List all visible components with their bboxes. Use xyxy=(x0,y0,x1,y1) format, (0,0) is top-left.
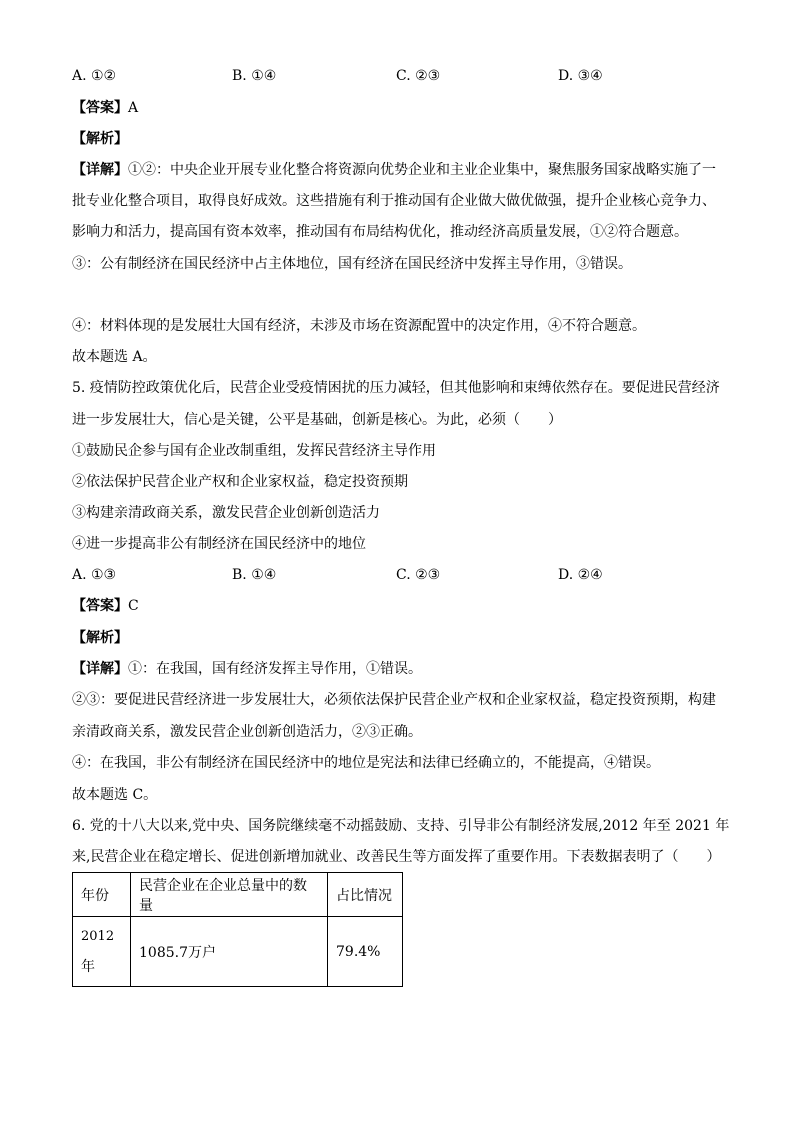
q4-conclusion: 故本题选 A。 xyxy=(72,349,157,365)
answer-value: A xyxy=(128,100,139,116)
table-header-cell: 年份 xyxy=(73,873,131,917)
table-header-row xyxy=(73,873,403,917)
answer-label: 【答案】 xyxy=(72,100,128,116)
q4-detail-line-4: ③：公有制经济在国民经济中占主体地位，国有经济在国民经济中发挥主导作用，③错误。 xyxy=(72,256,632,272)
table-row xyxy=(73,917,403,987)
year-line-1: 2012 xyxy=(81,928,115,944)
table-cell-year xyxy=(73,917,131,987)
q5-item-1: ①鼓励民企参与国有企业改制重组，发挥民营经济主导作用 xyxy=(72,443,436,459)
q4-option-a: A. ①② xyxy=(72,68,117,84)
q5-analysis-label: 【解析】 xyxy=(72,630,128,646)
table-cell-share: 79.4% xyxy=(328,917,403,987)
q4-answer xyxy=(72,98,138,118)
q5-detail-line-4: ④：在我国，非公有制经济在国民经济中的地位是宪法和法律已经确立的，不能提高，④错误。 xyxy=(72,755,660,771)
q4-option-c: C. ②③ xyxy=(396,68,441,84)
q4-detail-line-1 xyxy=(72,160,716,180)
detail-label: 【详解】 xyxy=(72,661,128,677)
q4-option-b: B. ①④ xyxy=(232,68,277,84)
q4-option-d: D. ③④ xyxy=(558,68,603,84)
table-header-cell: 民营企业在企业总量中的数量 xyxy=(131,873,328,917)
answer-label: 【答案】 xyxy=(72,598,128,614)
q5-option-c: C. ②③ xyxy=(396,567,441,583)
table-cell-count: 1085.7万户 xyxy=(131,917,328,987)
q5-item-3: ③构建亲清政商关系，激发民营企业创新创造活力 xyxy=(72,505,380,521)
detail-text: ①②：中央企业开展专业化整合将资源向优势企业和主业企业集中，聚焦服务国家战略实施了一 xyxy=(128,162,716,178)
q5-option-b: B. ①④ xyxy=(232,567,277,583)
q4-analysis-label: 【解析】 xyxy=(72,131,128,147)
q5-option-d: D. ②④ xyxy=(558,567,603,583)
q5-detail-line-3: 亲清政商关系，激发民营企业创新创造活力，②③正确。 xyxy=(72,724,422,740)
q4-detail-line-3: 影响力和活力，提高国有资本效率，推动国有布局结构优化，推动经济高质量发展，①②符合题意。 xyxy=(72,224,688,240)
year-line-2: 年 xyxy=(81,958,95,975)
q5-conclusion: 故本题选 C。 xyxy=(72,787,158,803)
answer-value: C xyxy=(128,598,139,614)
q4-options xyxy=(72,66,724,86)
detail-text: ①：在我国，国有经济发挥主导作用，①错误。 xyxy=(128,661,422,677)
q5-detail-line-1 xyxy=(72,659,422,679)
q5-item-4: ④进一步提高非公有制经济在国民经济中的地位 xyxy=(72,536,366,552)
table-header-cell: 占比情况 xyxy=(328,873,403,917)
q6-stem-line-1: 6. 党的十八大以来,党中央、国务院继续毫不动摇鼓励、支持、引导非公有制经济发展,2012 年至 2021 年 xyxy=(72,818,730,834)
q5-option-a: A. ①③ xyxy=(72,567,117,583)
q6-stem-line-2: 来,民营企业在稳定增长、促进创新增加就业、改善民生等方面发挥了重要作用。下表数据表明了（ ） xyxy=(72,849,721,865)
q5-detail-line-2: ②③：要促进民营经济进一步发展壮大，必须依法保护民营企业产权和企业家权益，稳定投资预期，构建 xyxy=(72,692,716,708)
q5-answer xyxy=(72,596,139,616)
q5-item-2: ②依法保护民营企业产权和企业家权益，稳定投资预期 xyxy=(72,474,408,490)
q4-detail-line-5: ④：材料体现的是发展壮大国有经济，未涉及市场在资源配置中的决定作用，④不符合题意。 xyxy=(72,318,646,334)
q5-options xyxy=(72,565,724,585)
q4-detail-line-2: 批专业化整合项目，取得良好成效。这些措施有利于推动国有企业做大做优做强，提升企业核心竞争力、 xyxy=(72,193,716,209)
q6-data-table xyxy=(72,872,403,987)
detail-label: 【详解】 xyxy=(72,162,128,178)
q5-stem-line-2: 进一步发展壮大，信心是关键，公平是基础，创新是核心。为此，必须（ ） xyxy=(72,412,562,428)
q5-stem-line-1: 5. 疫情防控政策优化后，民营企业受疫情困扰的压力减轻，但其他影响和束缚依然存在。要促进民营经济 xyxy=(72,380,720,396)
